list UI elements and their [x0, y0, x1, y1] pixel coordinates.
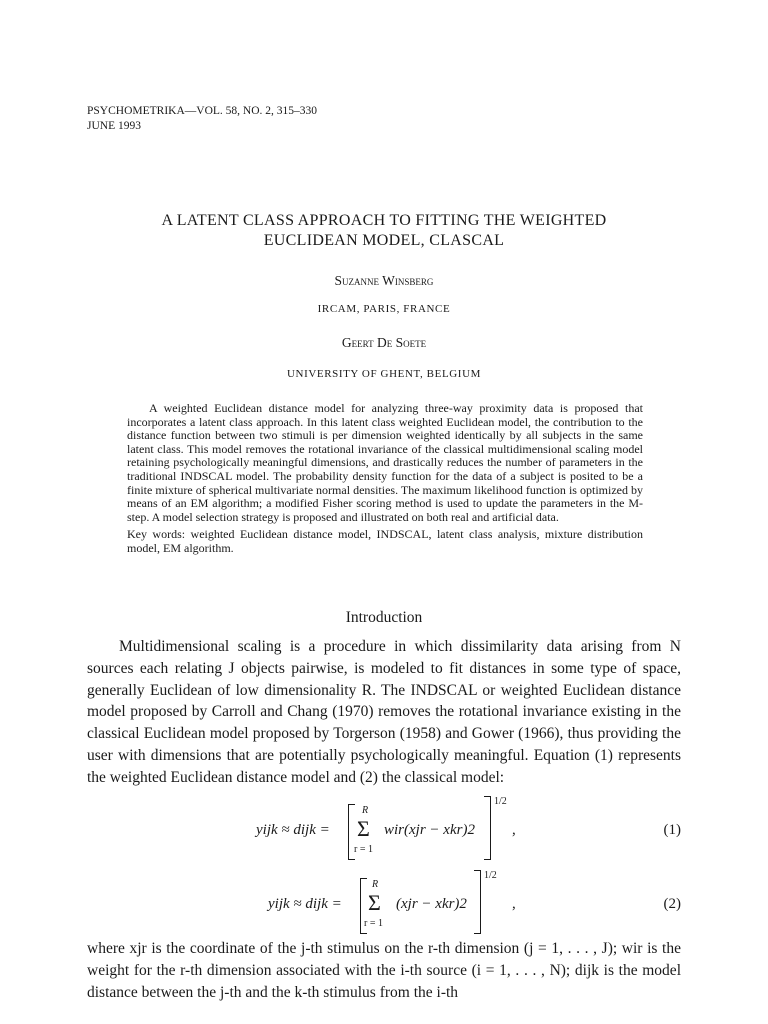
equation-1-body: wir(xjr − xkr)2 — [384, 822, 475, 838]
equation-1-right-bracket — [484, 796, 491, 860]
equation-2 — [0, 870, 768, 940]
keywords: Key words: weighted Euclidean distance model, INDSCAL, latent class analysis, mixture distribution model, EM algorithm. — [127, 527, 643, 555]
equation-1-lower-limit: r = 1 — [354, 844, 373, 855]
abstract — [127, 402, 643, 556]
equation-2-lhs: yijk ≈ dijk = — [268, 896, 342, 912]
equation-1-sigma: Σ — [357, 816, 370, 841]
abstract-text: A weighted Euclidean distance model for analyzing three-way proximity data is proposed that incorporates a latent class approach. In this latent class weighted Euclidean model, the contribution to the distance function between two stimuli is per dimension weighted identically by all subjects in the same latent class. This model removes the rotational invariance of the classical multidimensional scaling model retaining psychologically meaningful dimensions, and drastically reduces the number of parameters in the traditional INDSCAL model. The probability density function for the data of a subject is posited to be a finite mixture of spherical multivariate normal densities. The maximum likelihood function is optimized by means of an EM algorithm; a modified Fisher scoring method is used to update the parameters in the M-step. A model selection strategy is proposed and illustrated on both real and artificial data. — [127, 401, 643, 524]
paragraph-2: where xjr is the coordinate of the j-th stimulus on the r-th dimension (j = 1, . . . , J); wir is the weight for the r-th dimension associated with the i-th source (i = 1, . . . , N); dijk is the model distance between the j-th and the k-th stimulus from the i-th — [87, 940, 681, 1001]
equation-2-lower-limit: r = 1 — [364, 918, 383, 929]
equation-2-comma: , — [512, 896, 516, 912]
journal-name: PSYCHOMETRIKA — [87, 105, 185, 117]
equation-1-upper-limit: R — [362, 805, 369, 816]
author-2-affiliation: UNIVERSITY OF GHENT, BELGIUM — [286, 368, 481, 380]
equation-1-comma: , — [512, 822, 516, 838]
equation-2-body: (xjr − xkr)2 — [396, 896, 467, 912]
paragraph-1: Multidimensional scaling is a procedure in which dissimilarity data arising from N sources each relating J objects pairwise, is modeled to fit distances in some type of space, generally Euclidean of low dimensionality R. The INDSCAL or weighted Euclidean distance model proposed by Carroll and Chang (1970) removes the rotational invariance existing in the classical Euclidean model proposed by Torgerson (1958) and Gower (1966), thus providing the user with dimensions that are potentially psychologically meaningful. Equation (1) represents the weighted Euclidean distance model and (2) the classical model: — [87, 638, 681, 786]
equation-2-exponent: 1/2 — [484, 870, 497, 881]
equation-2-upper-limit: R — [372, 879, 379, 890]
journal-volume: —VOL. 58, NO. 2, 315–330 — [184, 105, 318, 117]
author-1-name: Suzanne Winsberg — [334, 273, 434, 288]
section-heading: Introduction — [345, 609, 423, 626]
equation-1-number: (1) — [663, 822, 681, 838]
equation-1-exponent: 1/2 — [494, 796, 507, 807]
equation-2-right-bracket — [474, 870, 481, 934]
title-line-1: A LATENT CLASS APPROACH TO FITTING THE WEIGHTED — [161, 212, 607, 229]
journal-citation — [87, 104, 317, 119]
equation-1-lhs: yijk ≈ dijk = — [256, 822, 330, 838]
equation-2-number: (2) — [663, 896, 681, 912]
journal-date: JUNE 1993 — [87, 120, 141, 132]
paper-title — [0, 211, 768, 251]
title-line-2: EUCLIDEAN MODEL, CLASCAL — [263, 232, 505, 249]
equation-1 — [0, 796, 768, 866]
author-2-name: Geert De Soete — [341, 335, 427, 350]
equation-2-sigma: Σ — [368, 890, 381, 915]
author-1-affiliation: IRCAM, PARIS, FRANCE — [317, 303, 451, 315]
journal-header — [87, 104, 317, 134]
